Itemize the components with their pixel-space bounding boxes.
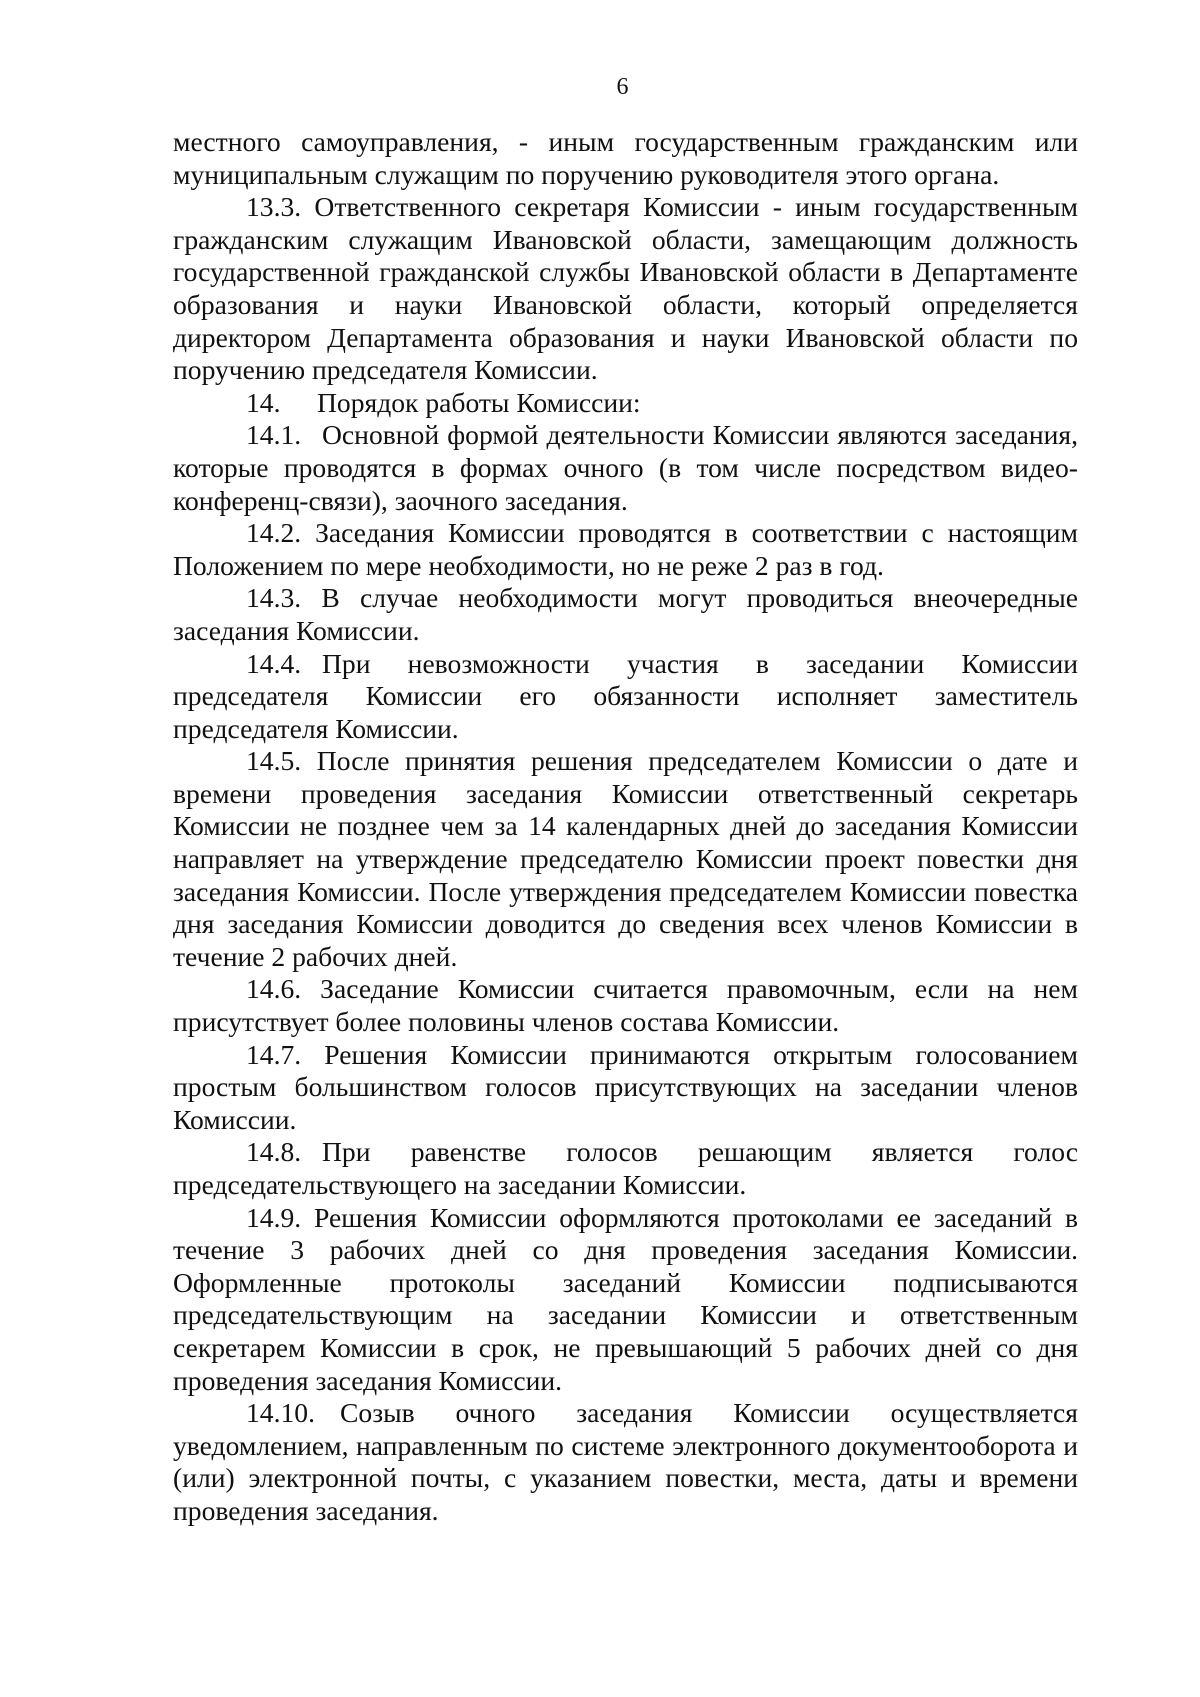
paragraph-14-8 bbox=[173, 1136, 1078, 1201]
paragraph-14-9: 14.9. Решения Комиссии оформляются протоколами ее заседаний в течение 3 рабочих дней со дня проведения заседания Комиссии. Оформленные протоколы заседаний Комиссии подписываются председательствующим на заседании Комиссии и ответственным секретарем Комиссии в срок, не превышающий 5 рабочих дней со дня проведения заседания Комиссии. bbox=[173, 1201, 1078, 1396]
paragraph-14-10 bbox=[173, 1397, 1078, 1527]
page-number: 6 bbox=[616, 74, 629, 100]
paragraph-14-4 bbox=[173, 648, 1078, 746]
paragraph-14-1-number: 14.1. bbox=[246, 419, 302, 451]
paragraph-14-number: 14. bbox=[246, 386, 281, 418]
paragraph-14-8-number: 14.8. bbox=[246, 1136, 302, 1168]
paragraph-14-4-text: При невозможности участия в заседании Комиссии председателя Комиссии его обязанности исполняет заместитель председателя Комиссии. bbox=[173, 647, 1078, 744]
paragraph-14-2: 14.2. Заседания Комиссии проводятся в соответствии с настоящим Положением по мере необходимости, но не реже 2 раз в год. bbox=[173, 517, 1078, 581]
paragraph-14-1 bbox=[173, 419, 1078, 517]
paragraph-14-4-number: 14.4. bbox=[246, 647, 302, 679]
paragraph-14-5: 14.5. После принятия решения председателем Комиссии о дате и времени проведения заседания Комиссии ответственный секретарь Комиссии не позднее чем за 14 календарных дней до заседания Комиссии направляет на утверждение председателю Комиссии проект повестки дня заседания Комиссии. После утверждения председателем Комиссии повестка дня заседания Комиссии доводится до сведения всех членов Комиссии в течение 2 рабочих дней. bbox=[173, 745, 1078, 972]
paragraph-continuation: местного самоуправления, - иным государственным гражданским или муниципальным служащим по поручению руководителя этого органа. bbox=[173, 126, 1078, 190]
paragraph-14-6: 14.6. Заседание Комиссии считается правомочным, если на нем присутствует более половины членов состава Комиссии. bbox=[173, 973, 1078, 1038]
paragraph-14-10-text: Созыв очного заседания Комиссии осуществляется уведомлением, направленным по системе электронного документооборота и (или) электронной почты, с указанием повестки, места, даты и времени проведения заседания. bbox=[173, 1397, 1078, 1526]
paragraph-14-8-text: При равенстве голосов решающим является голос председательствующего на заседании Комиссии. bbox=[173, 1136, 1078, 1200]
paragraph-14-10-number: 14.10. bbox=[246, 1397, 315, 1429]
document-body bbox=[173, 126, 1078, 1528]
paragraph-14-3: 14.3. В случае необходимости могут проводиться внеочередные заседания Комиссии. bbox=[173, 582, 1078, 646]
paragraph-13-3: 13.3. Ответственного секретаря Комиссии - иным государственным гражданским служащим Ивановской области, замещающим должность государственной гражданской службы Ивановской области в Департаменте образования и науки Ивановской области, который определяется директором Департамента образования и науки Ивановской области по поручению председателя Комиссии. bbox=[173, 191, 1078, 386]
paragraph-14-text: Порядок работы Комиссии: bbox=[317, 386, 641, 418]
paragraph-14-7: 14.7. Решения Комиссии принимаются открытым голосованием простым большинством голосов присутствующих на заседании членов Комиссии. bbox=[173, 1038, 1078, 1135]
paragraph-14 bbox=[173, 387, 1078, 420]
paragraph-14-1-text: Основной формой деятельности Комиссии являются заседания, которые проводятся в формах очного (в том числе посредством видео-конференц-связи), заочного заседания. bbox=[173, 419, 1078, 516]
